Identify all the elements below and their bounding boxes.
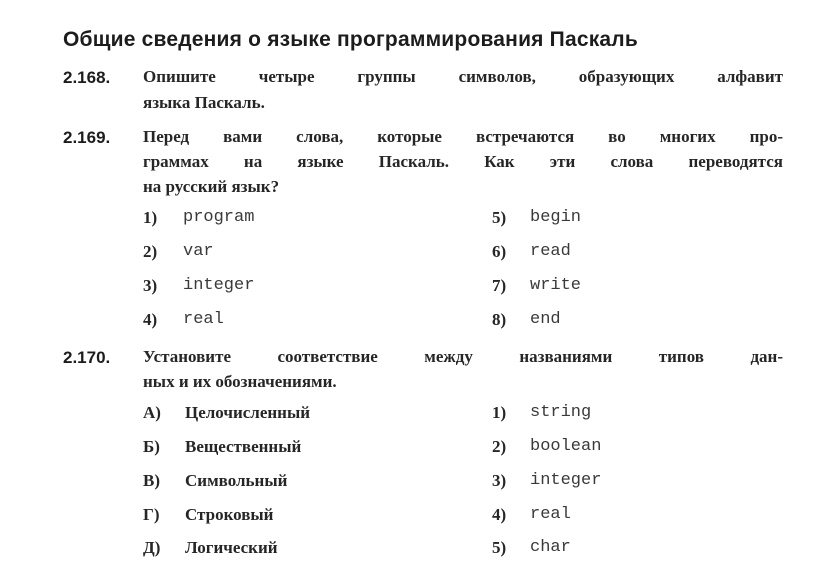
list-label: 8) [492,310,507,329]
list-label: 7) [492,276,507,295]
list-label: 5) [492,208,507,227]
task-number-2-168: 2.168. [63,68,111,87]
section-heading: Общие сведения о языке программирования Паскаль [63,28,638,51]
list-label: 6) [492,242,507,261]
keyword-item: var [183,242,214,261]
type-keyword: string [530,403,592,422]
list-label: 2) [492,437,507,456]
type-keyword: char [530,538,571,557]
task-2-170-line-1: Установите соответствие между названиями типов дан- [143,347,783,366]
keyword-item: end [530,310,561,329]
match-label: Д) [143,538,161,557]
data-type-name: Символьный [185,471,288,490]
keyword-item: begin [530,208,582,227]
task-number-2-169: 2.169. [63,128,111,147]
task-2-170-line-2: ных и их обозначениями. [143,372,337,391]
data-type-name: Строковый [185,505,274,524]
list-label: 1) [143,208,158,227]
data-type-name: Вещественный [185,437,302,456]
keyword-item: real [183,310,224,329]
task-2-168-line-1: Опишите четыре группы символов, образующих алфавит [143,67,783,86]
data-type-name: Целочисленный [185,403,311,422]
task-2-169-line-1: Перед вами слова, которые встречаются во многих про- [143,127,783,146]
list-label: 4) [143,310,158,329]
task-2-169-line-2: граммах на языке Паскаль. Как эти слова переводятся [143,152,783,171]
keyword-item: write [530,276,582,295]
keyword-item: integer [183,276,255,295]
keyword-item: program [183,208,255,227]
task-2-169-line-3: на русский язык? [143,177,280,196]
match-label: Б) [143,437,160,456]
match-label: А) [143,403,161,422]
list-label: 3) [492,471,507,490]
match-label: В) [143,471,160,490]
match-label: Г) [143,505,160,524]
type-keyword: real [530,505,571,524]
list-label: 5) [492,538,507,557]
task-number-2-170: 2.170. [63,348,111,367]
list-label: 3) [143,276,158,295]
type-keyword: integer [530,471,602,490]
task-2-168-line-2: языка Паскаль. [143,93,265,112]
list-label: 2) [143,242,158,261]
type-keyword: boolean [530,437,602,456]
list-label: 4) [492,505,507,524]
data-type-name: Логический [185,538,278,557]
keyword-item: read [530,242,571,261]
list-label: 1) [492,403,507,422]
